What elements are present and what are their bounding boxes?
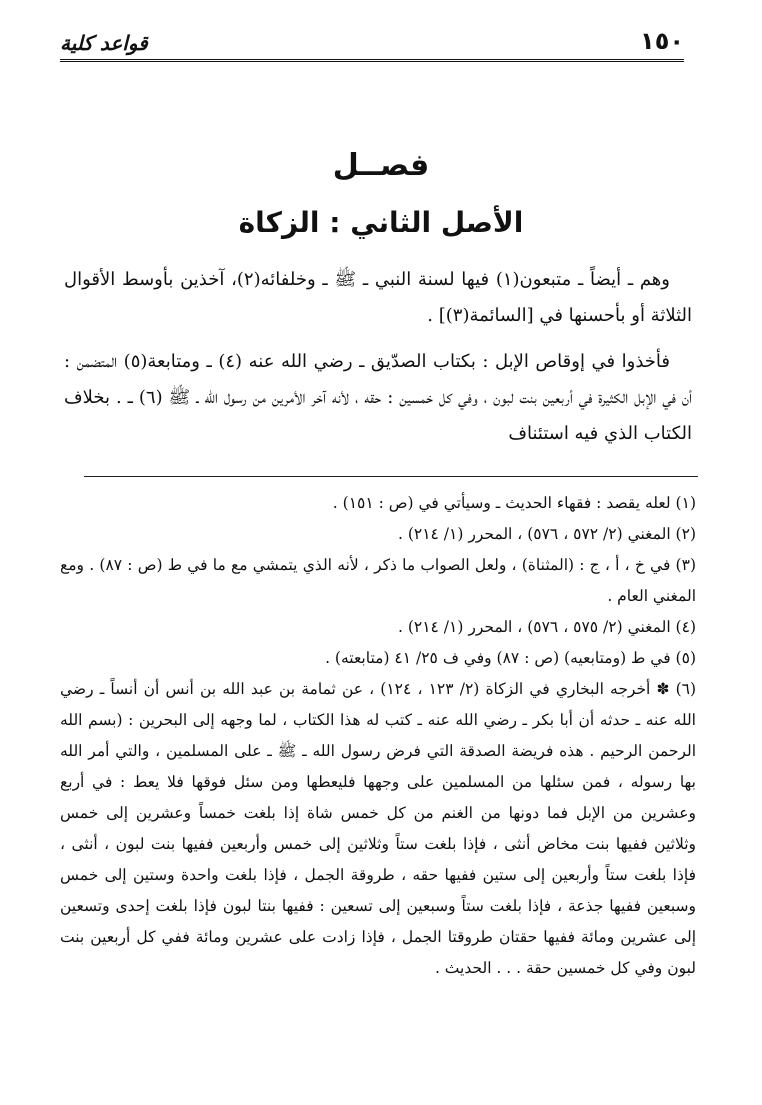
paragraph: وهم ـ أيضاً ـ متبعون(١) فيها لسنة النبي ـ ﷺ ـ وخلفائه(٢)، آخذين بأوسط الأقوال الثلاثة أو بأحسنها في [السائمة(٣)] . [64,269,692,326]
footnote-separator [84,476,698,477]
footnote: (٦) ✽ أخرجه البخاري في الزكاة (٢/ ١٢٣ ، ١٢٤) ، عن ثمامة بن عبد الله بن أنس أن أنساً ـ رضي الله عنه ـ حدثه أن أبا بكر ـ رضي الله عنه ـ كتب له هذا الكتاب ، لما وجهه إلى البحرين : (بسم الله الرحمن الرحيم . هذه فريضة الصدقة التي فرض رسول الله ـ ﷺ ـ على المسلمين ، والتي أمر الله بها رسوله ، فمن سئلها من المسلمين على وجهها فليعطها ومن سئل فوقها فلا يعط : في أربع وعشرين من الإبل فما دونها من الغنم من كل خمس شاة إذا بلغت خمساً وعشرين إلى خمس وثلاثين ففيها بنت مخاض أنثى ، فإذا بلغت ستاً وثلاثين إلى خمس وأربعين ففيها بنت لبون ، أنثى ، فإذا بلغت ستاً وأربعين إلى ستين ففيها حقه ، طروقة الجمل ، فإذا بلغت واحدة وستين إلى خمس وسبعين ففيها جذعة ، فإذا بلغت ستاً وسبعين إلى تسعين : ففيها بنتا لبون فإذا بلغت إحدى وتسعين إلى عشرين ومائة ففيها حقتان طروقتا الجمل ، فإذا زادت على عشرين ومائة ففي كل أربعين بنت لبون وفي كل خمسين حقة . . . الحديث . [60,680,697,977]
page-number: ١٥٠ [640,27,684,55]
footnote: (٥) في ط (ومتابعيه) (ص : ٨٧) وفي ف ٢٥/ ٤١ (متابعته) . [325,649,696,667]
footnote: (٢) المغني (٢/ ٥٧٢ ، ٥٧٦) ، المحرر (١/ ٢١٤) . [397,525,696,543]
running-title: قواعد كلية [60,31,148,55]
footnote: (٤) المغني (٢/ ٥٧٥ ، ٥٧٦) ، المحرر (١/ ٢١٤) . [397,618,696,636]
footnote: (٣) في خ ، أ ، ج : (المثناة) ، ولعل الصواب ما ذكر ، لأنه الذي يتمشي مع ما في ط (ص : ٨٧) . ومع المغني العام . [60,556,696,605]
main-text [64,262,692,462]
page-header [60,28,684,62]
chapter-title: الأصل الثاني : الزكاة [238,206,524,239]
footnotes [60,488,696,984]
section-title: فصــل [332,148,430,183]
paragraph: فأخذوا في إوقاص الإبل : بكتاب الصدّيق ـ رضي الله عنه (٤) ـ ومتابعة(٥) المتضمن : أن في الإبل الكثيرة في أربعين بنت لبون ، وفي كل خمسين : حقه ، لأنه آخر الأمرين من رسول الله ـ ﷺ (٦) ـ . بخلاف الكتاب الذي فيه استئناف [64,351,692,444]
footnote: (١) لعله يقصد : فقهاء الحديث ـ وسيأتي في (ص : ١٥١) . [332,494,696,512]
